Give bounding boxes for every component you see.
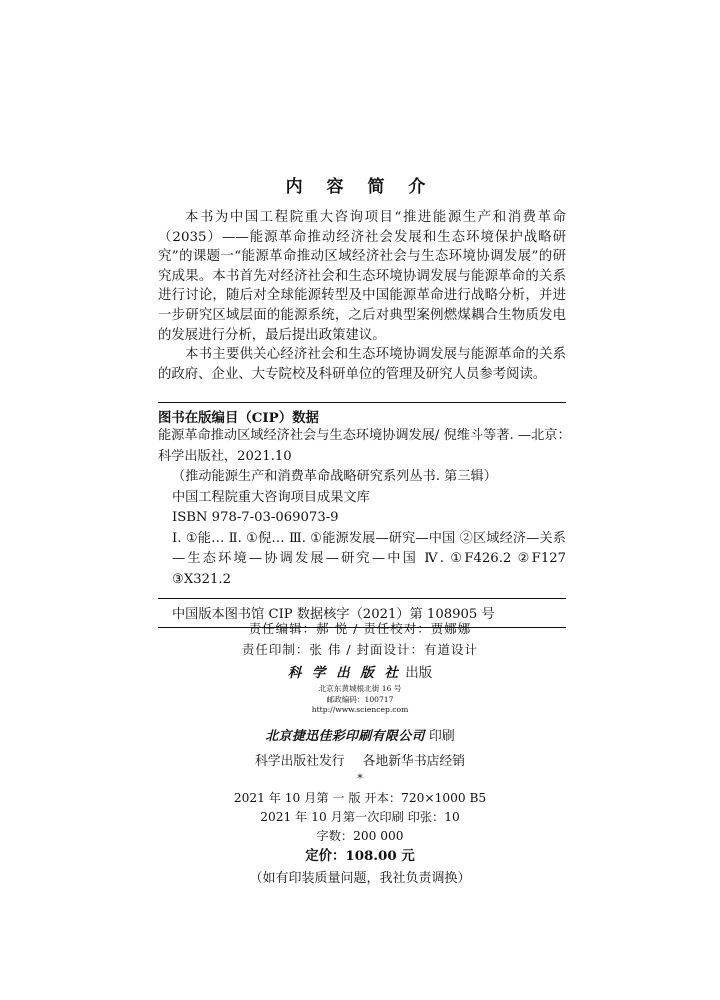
seller: 各地新华书店经销 — [362, 753, 466, 769]
cip-data-box — [158, 402, 571, 628]
quality-notice: （如有印装质量问题，我社负责调换） — [249, 870, 471, 886]
word-count: 字数：200 000 — [316, 828, 404, 843]
cip-classification: Ⅰ. ①能… Ⅱ. ①倪… Ⅲ. ①能源发展—研究—中国 ②区域经济—关系—生态环境—协调发展—研究—中国 Ⅳ. ①F426.2 ②F127 ③X321.2 — [172, 530, 566, 587]
cip-series-line: （推动能源生产和消费革命战略研究系列丛书. 第三辑） — [172, 469, 497, 484]
issuer: 科学出版社发行 — [254, 753, 345, 769]
cip-verification-number: 中国版本图书馆 CIP 数据核字（2021）第 108905 号 — [172, 607, 495, 622]
publisher-suffix: 出版 — [405, 665, 433, 681]
cip-divider — [158, 593, 566, 599]
printer-line — [0, 727, 720, 747]
publisher-line — [0, 662, 720, 684]
credits-production-row: 责任印制：张 伟 / 封面设计：有道设计 — [241, 642, 479, 657]
distribution-line — [0, 752, 720, 772]
credits-editor-row: 责任编辑：郝 悦 / 责任校对：贾娜娜 — [248, 621, 472, 636]
publisher-name: 科 学 出 版 社 — [287, 665, 401, 681]
star-divider: * — [357, 771, 363, 785]
cip-publisher-line: 科学出版社，2021.10 — [158, 448, 292, 464]
printer-name: 北京捷迅佳彩印刷有限公司 — [265, 728, 425, 744]
cip-isbn: ISBN 978-7-03-069073-9 — [172, 510, 339, 525]
summary-title: 内 容 简 介 — [285, 177, 435, 197]
publication-info — [0, 662, 720, 890]
cip-title-line: 能源革命推动区域经济社会与生态环境协调发展/ 倪维斗等著. —北京： — [158, 428, 571, 443]
credits — [0, 618, 720, 660]
print-specs — [0, 789, 720, 866]
printer-suffix: 印刷 — [429, 728, 455, 744]
edition-info: 2021 年 10 月第 一 版 开本：720×1000 B5 — [233, 790, 487, 805]
content-summary — [158, 208, 566, 384]
publisher-address: 北京东黄城根北街 16 号 — [318, 684, 402, 693]
price: 定价：108.00 元 — [305, 847, 415, 864]
printing-info: 2021 年 10 月第一次印刷 印张：10 — [260, 809, 460, 824]
publisher-website: http://www.sciencep.com — [311, 705, 409, 714]
cip-heading: 图书在版编目（CIP）数据 — [158, 410, 319, 426]
publisher-postcode: 邮政编码：100717 — [326, 694, 394, 704]
cip-library-line: 中国工程院重大咨询项目成果文库 — [172, 489, 370, 505]
summary-paragraph-1: 本书为中国工程院重大咨询项目“推进能源生产和消费革命（2035）——能源革命推动经济社会发展和生态环境保护战略研究”的课题一“能源革命推动区域经济社会与生态环境协调发展”的研究成果。本书首先对经济社会和生态环境协调发展与能源革命的关系进行讨论，随后对全球能源转型及中国能源革命进行战略分析，并进一步研究区域层面的能源系统，之后对典型案例燃煤耦合生物质发电的发展进行分析，最后提出政策建议。 — [158, 210, 566, 343]
summary-paragraph-2: 本书主要供关心经济社会和生态环境协调发展与能源革命的关系的政府、企业、大专院校及科研单位的管理及研究人员参考阅读。 — [158, 347, 566, 382]
